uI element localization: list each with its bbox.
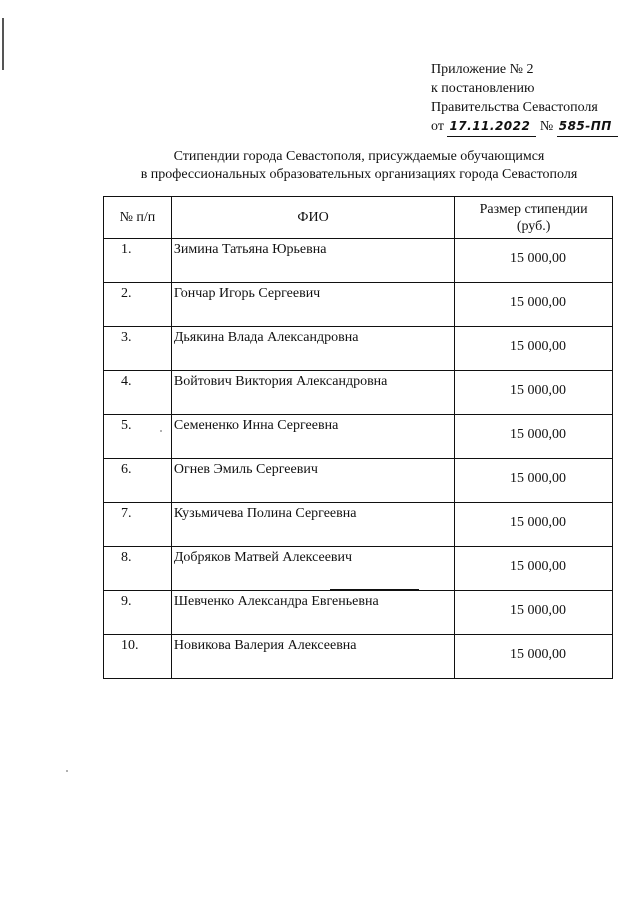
appendix-block xyxy=(431,60,618,137)
table-row xyxy=(104,503,613,547)
row-number: 2. xyxy=(104,283,172,327)
stipend-amount: 15 000,00 xyxy=(455,459,613,503)
table-body xyxy=(104,239,613,679)
stipend-amount: 15 000,00 xyxy=(455,503,613,547)
recipient-name: Новикова Валерия Алексеевна xyxy=(171,635,454,679)
stipend-amount: 15 000,00 xyxy=(455,591,613,635)
table-row xyxy=(104,591,613,635)
table-row xyxy=(104,415,613,459)
row-number: 10. xyxy=(104,635,172,679)
row-number: 8. xyxy=(104,547,172,591)
table-row xyxy=(104,283,613,327)
stipend-amount: 15 000,00 xyxy=(455,635,613,679)
appendix-date-number-line xyxy=(431,117,618,137)
title-line-2: в профессиональных образовательных организациях города Севастополя xyxy=(140,167,578,182)
end-of-document-line xyxy=(330,589,419,590)
handwritten-date: 17.11.2022 xyxy=(447,117,536,137)
header-amount-line1: Размер стипендии xyxy=(479,201,588,217)
recipient-name: Гончар Игорь Сергеевич xyxy=(171,283,454,327)
stipend-amount: 15 000,00 xyxy=(455,547,613,591)
row-number: 4. xyxy=(104,371,172,415)
number-prefix: № xyxy=(539,119,554,134)
stipend-table xyxy=(103,196,613,679)
recipient-name: Кузьмичева Полина Сергеевна xyxy=(171,503,454,547)
recipient-name: Добряков Матвей Алексеевич xyxy=(171,547,454,591)
recipient-name: Семененко Инна Сергеевна xyxy=(171,415,454,459)
row-number: 6. xyxy=(104,459,172,503)
recipient-name: Войтович Виктория Александровна xyxy=(171,371,454,415)
header-name: ФИО xyxy=(171,197,454,239)
stipend-amount: 15 000,00 xyxy=(455,239,613,283)
row-number: 5. xyxy=(104,415,172,459)
recipient-name: Зимина Татьяна Юрьевна xyxy=(171,239,454,283)
header-amount xyxy=(455,197,613,239)
table-row xyxy=(104,327,613,371)
row-number: 3. xyxy=(104,327,172,371)
table-row xyxy=(104,635,613,679)
recipient-name: Шевченко Александра Евгеньевна xyxy=(171,591,454,635)
table-row xyxy=(104,371,613,415)
recipient-name: Дьякина Влада Александровна xyxy=(171,327,454,371)
row-number: 7. xyxy=(104,503,172,547)
header-number: № п/п xyxy=(104,197,172,239)
scan-edge-mark xyxy=(2,18,4,70)
handwritten-number: 585-ПП xyxy=(557,117,618,137)
appendix-title: Приложение № 2 xyxy=(431,62,534,77)
scan-speck xyxy=(66,770,68,772)
table-header-row xyxy=(104,197,613,239)
table-row xyxy=(104,547,613,591)
appendix-resolution: к постановлению xyxy=(431,81,535,96)
stipend-amount: 15 000,00 xyxy=(455,415,613,459)
stipend-amount: 15 000,00 xyxy=(455,371,613,415)
appendix-issuer: Правительства Севастополя xyxy=(431,100,598,115)
document-title xyxy=(0,148,640,184)
stipend-amount: 15 000,00 xyxy=(455,327,613,371)
title-line-1: Стипендии города Севастополя, присуждаемые обучающимся xyxy=(173,149,545,164)
table-row xyxy=(104,459,613,503)
header-amount-line2: (руб.) xyxy=(516,218,551,234)
date-prefix: от xyxy=(431,119,444,134)
scan-speck xyxy=(160,430,162,432)
row-number: 9. xyxy=(104,591,172,635)
table-row xyxy=(104,239,613,283)
recipient-name: Огнев Эмиль Сергеевич xyxy=(171,459,454,503)
row-number: 1. xyxy=(104,239,172,283)
stipend-amount: 15 000,00 xyxy=(455,283,613,327)
